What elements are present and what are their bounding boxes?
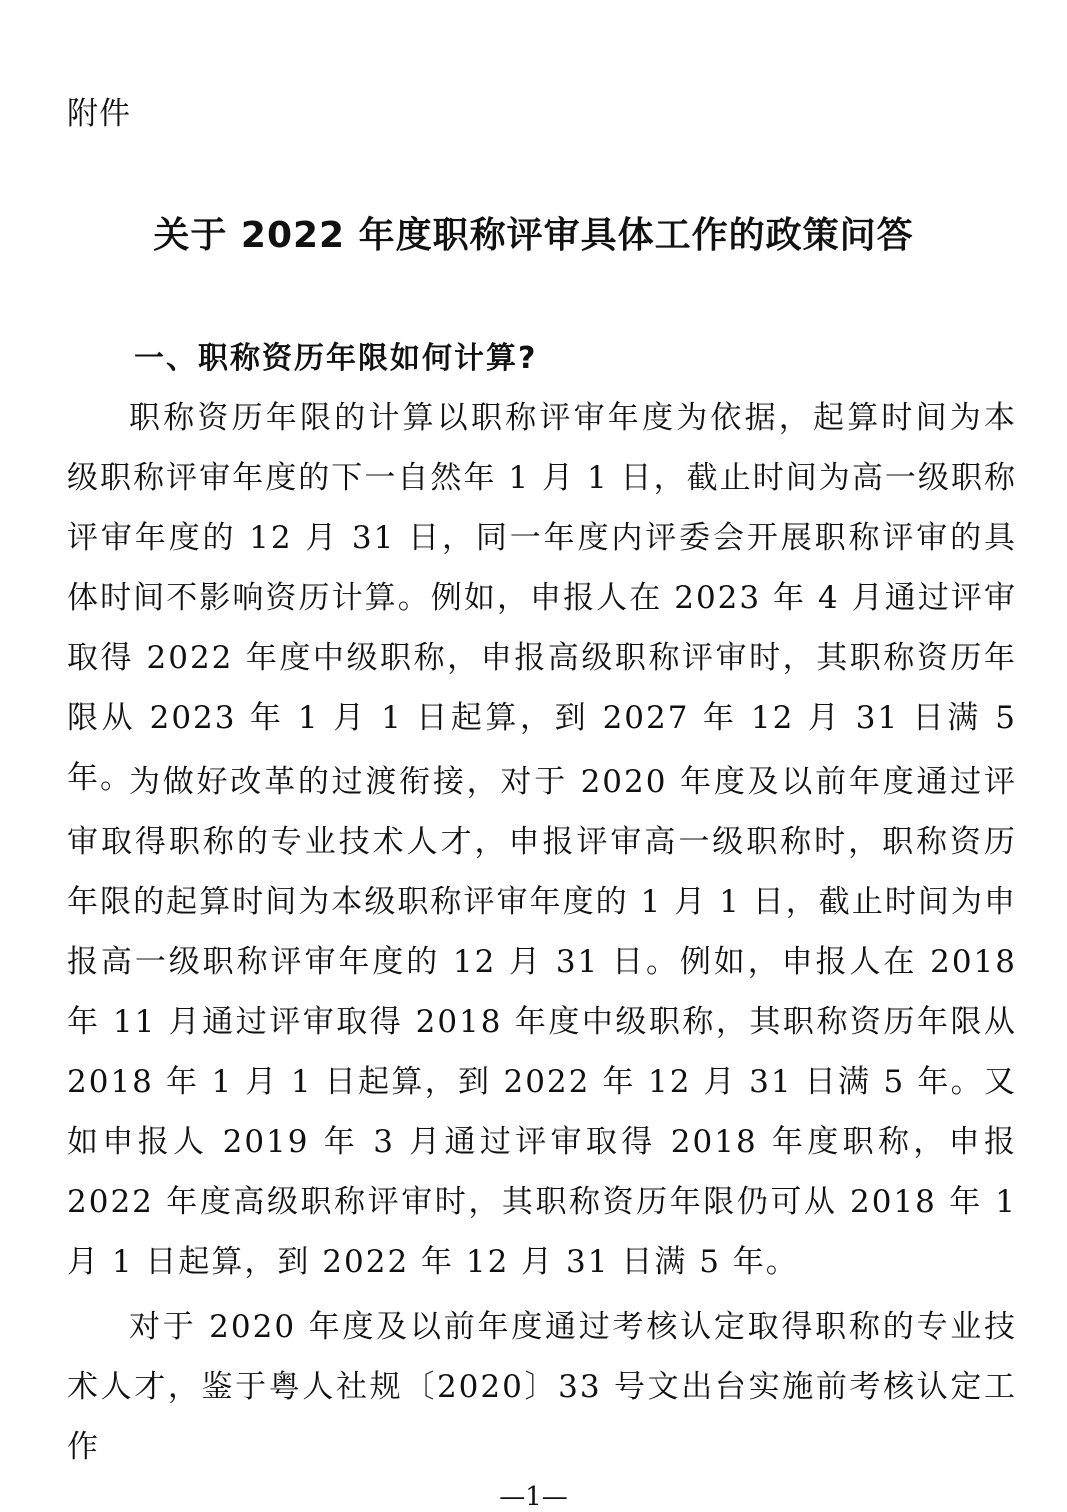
section-heading: 一、职称资历年限如何计算? <box>134 341 538 376</box>
attachment-label: 附件 <box>67 96 131 132</box>
paragraph-1: 职称资历年限的计算以职称评审年度为依据，起算时间为本级职称评审年度的下一自然年 1 月 1 日，截止时间为高一级职称评审年度的 12 月 31 日，同一年度内评委会开展职称评审的具体时间不影响资历计算。例如，申报人在 2023 年 4 月通过评审取得 2022 年度中级职称，申报高级职称评审时，其职称资历年限从 2023 年 1 月 1 日起算，到 2027 年 12 月 31 日满 5 年。 <box>67 400 1017 796</box>
document-title: 关于 2022 年度职称评审具体工作的政策问答 <box>153 215 914 256</box>
paragraph-2: 为做好改革的过渡衔接，对于 2020 年度及以前年度通过评审取得职称的专业技术人才，申报评审高一级职称时，职称资历年限的起算时间为本级职称评审年度的 1 月 1 日，截止时间为申报高一级职称评审年度的 12 月 31 日。例如，申报人在 2018 年 11 月通过评审取得 2018 年度中级职称，其职称资历年限从 2018 年 1 月 1 日起算，到 2022 年 12 月 31 日满 5 年。又如申报人 2019 年 3 月通过评审取得 2018 年度职称，申报 2022 年度高级职称评审时，其职称资历年限仍可从 2018 年 1 月 1 日起算，到 2022 年 12 月 31 日满 5 年。 <box>67 764 1017 1280</box>
page-number: —1— <box>499 1482 568 1512</box>
paragraph-3: 对于 2020 年度及以前年度通过考核认定取得职称的专业技术人才，鉴于粤人社规〔2020〕33 号文出台实施前考核认定工作 <box>67 1309 1017 1465</box>
